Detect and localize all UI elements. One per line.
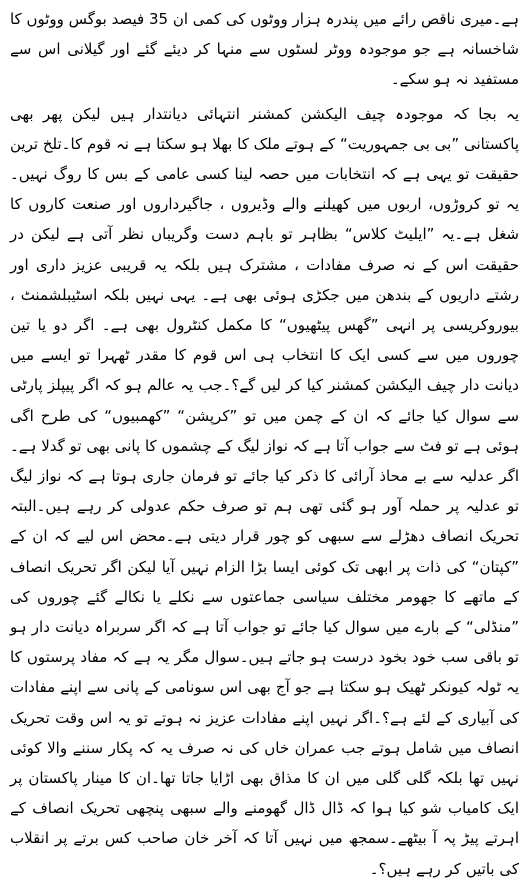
paragraph-opening: ہے۔میری ناقص رائے میں پندرہ ہزار ووٹوں کی کمی ان 35 فیصد بوگس ووٹوں کا شاخسانہ ہے جو موجودہ ووٹر لسٹوں سے منہا کر دیئے گئے اور گیلانی اس سے مستفید نہ ہو سکے۔	[9, 10, 519, 89]
paragraph-main: یہ بجا کہ موجودہ چیف الیکشن کمشنر انتہائی دیانتدار ہیں لیکن پھر بھی پاکستانی ”بی بی جمہوریت“ کے ہوتے ملک کا بھلا ہو سکتا ہے نہ قوم کا۔تلخ ترین حقیقت تو یہی ہے کہ انتخابات میں حصہ لینا کسی عامی کے بس کا روگ نہیں۔ یہ تو کروڑوں، اربوں میں کھیلنے والے وڈیروں ، جاگیرداروں اور صنعت کاروں کا شغل ہے۔یہ ”ایلیٹ کلاس“ بظاہر تو باہم دست وگریباں نظر آتی ہے لیکن در حقیقت اس کے نہ صرف مفادات ، مشترک ہیں بلکہ یہ قریبی عزیز داری اور رشتے داریوں کے بندھن میں جکڑی ہوئی بھی ہے۔ یہی نہیں بلکہ اسٹیبلشمنٹ ، بیوروکریسی پر انہی ”گھس پیٹھیوں“ کا مکمل کنٹرول بھی ہے۔ اگر دو یا تین چوروں میں سے کسی ایک کا انتخاب ہی اس قوم کا مقدر ٹھہرا تو ایسے میں دیانت دار چیف الیکشن کمشنر کیا کر لیں گے؟۔جب یہ عالم ہو کہ اگر پیپلز پارٹی سے سوال کیا جائے کہ ان کے چمن میں تو ”کرپشن“ ”کھمبیوں“ کی طرح اگی ہوئی ہے تو فٹ سے جواب آتا ہے کہ نواز لیگ کے چشموں کا پانی بھی تو گدلا ہے۔اگر عدلیہ سے بے محاذ آرائی کا ذکر کیا جائے تو فرمان جاری ہوتا ہے کہ نواز لیگ تو عدلیہ پر حملہ آور ہو گئی تھی ہم تو صرف حکم عدولی کر رہے ہیں۔البتہ تحریک انصاف دھڑلے سے سبھی کو چور قرار دیتی ہے۔محض اس لیے کہ ان کے ”کپتان“ کی ذات پر ابھی تک کوئی ایسا بڑا الزام نہیں آیا لیکن اگر تحریک انصاف کے ماتھے کا جھومر مختلف سیاسی جماعتوں سے نکلے یا نکالے گئے چوروں کی ”منڈلی“ کے بارے میں سوال کیا جائے تو جواب آتا ہے کہ اگر سربراہ دیانت دار ہو تو باقی سب خود بخود درست ہو جاتے ہیں۔سوال مگر یہ ہے کہ مفاد پرستوں کا یہ ٹولہ کیونکر ٹھیک ہو سکتا ہے جو آج بھی اس سونامی کے پانی سے اپنے مفادات کی آبیاری کے لئے ہے؟۔اگر نہیں اپنے مفادات عزیز نہ ہوتے تو یہ اس وقت تحریک انصاف میں شامل ہوتے جب عمران خاں کی نہ صرف یہ کہ پکار سننے والا کوئی نہیں تھا بلکہ گلی گلی میں ان کا مذاق بھی اڑایا جاتا تھا۔ان کا مینار پاکستان پر ایک کامیاب شو کیا ہوا کہ ڈال ڈال گھومنے والے سبھی پنچھی تحریک انصاف کے اہرتے پیڑ پہ آ بیٹھے۔سمجھ میں نہیں آتا کہ آخر خان صاحب کس برتے پر انقلاب کی باتیں کر رہے ہیں؟۔	[10, 104, 519, 878]
